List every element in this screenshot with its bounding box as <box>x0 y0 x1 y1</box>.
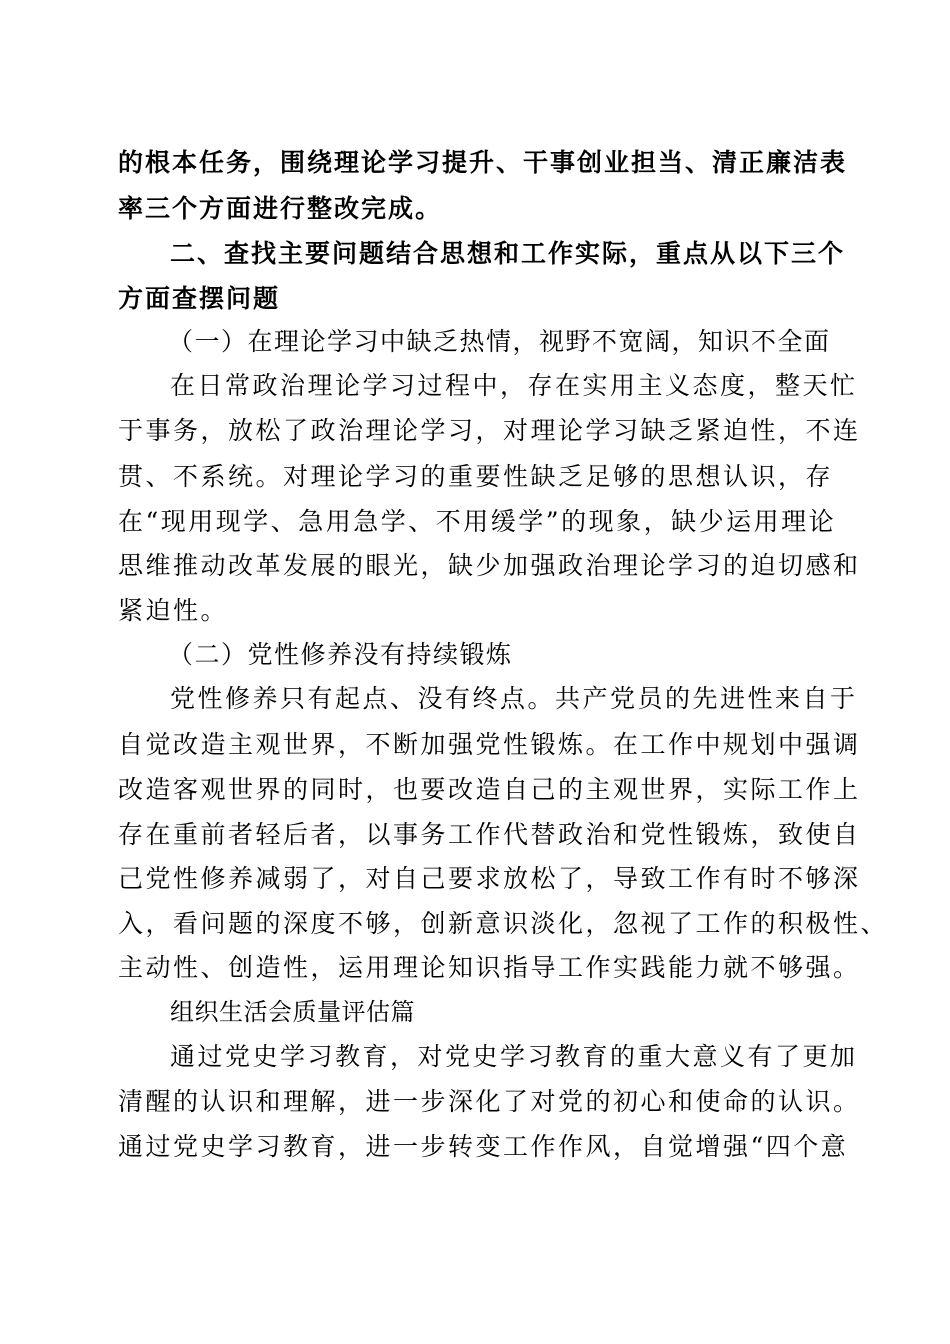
text-line: 的根本任务，围绕理论学习提升、干事创业担当、清正廉洁表 <box>118 148 848 177</box>
section-heading: 二、查找主要问题结合思想和工作实际，重点从以下三个 <box>170 239 846 268</box>
text-line: 主动性、创造性，运用理论知识指导工作实践能力就不够强。 <box>118 953 861 982</box>
text-line: 紧迫性。 <box>118 596 229 625</box>
text-line: 党性修养只有起点、没有终点。共产党员的先进性来自于 <box>170 684 858 713</box>
subsection-title: 组织生活会质量评估篇 <box>170 998 415 1026</box>
text-line: 在日常政治理论学习过程中，存在实用主义态度，整天忙 <box>170 371 858 400</box>
text-line: 入，看问题的深度不够，创新意识淡化，忽视了工作的积极性、 <box>118 909 889 938</box>
section-heading: 方面查摆问题 <box>118 284 281 313</box>
text-line: 清醒的认识和理解，进一步深化了对党的初心和使命的认识。 <box>118 1087 861 1116</box>
text-line: 己党性修养减弱了，对自己要求放松了，导致工作有时不够深 <box>118 864 861 893</box>
text-line: 通过党史学习教育，进一步转变工作作风，自觉增强“四个意 <box>118 1132 849 1161</box>
text-line: 率三个方面进行整改完成。 <box>118 194 443 223</box>
text-line: 通过党史学习教育，对党史学习教育的重大意义有了更加 <box>170 1042 858 1071</box>
subsection-heading: （二）党性修养没有持续锻炼 <box>168 640 513 669</box>
text-line: 在“现用现学、急用急学、不用缓学”的现象，缺少运用理论 <box>118 507 837 536</box>
text-line: 改造客观世界的同时，也要改造自己的主观世界，实际工作上 <box>118 775 861 804</box>
subsection-heading: （一）在理论学习中缺乏热情，视野不宽阔，知识不全面 <box>168 327 831 356</box>
text-line: 思维推动改革发展的眼光，缺少加强政治理论学习的迫切感和 <box>118 551 861 580</box>
text-line: 于事务，放松了政治理论学习，对理论学习缺乏紧迫性，不连 <box>118 416 861 445</box>
text-line: 自觉改造主观世界，不断加强党性锻炼。在工作中规划中强调 <box>118 730 861 759</box>
text-line: 贯、不系统。对理论学习的重要性缺乏足够的思想认识，存 <box>118 462 834 491</box>
text-line: 存在重前者轻后者，以事务工作代替政治和党性锻炼，致使自 <box>118 820 861 849</box>
